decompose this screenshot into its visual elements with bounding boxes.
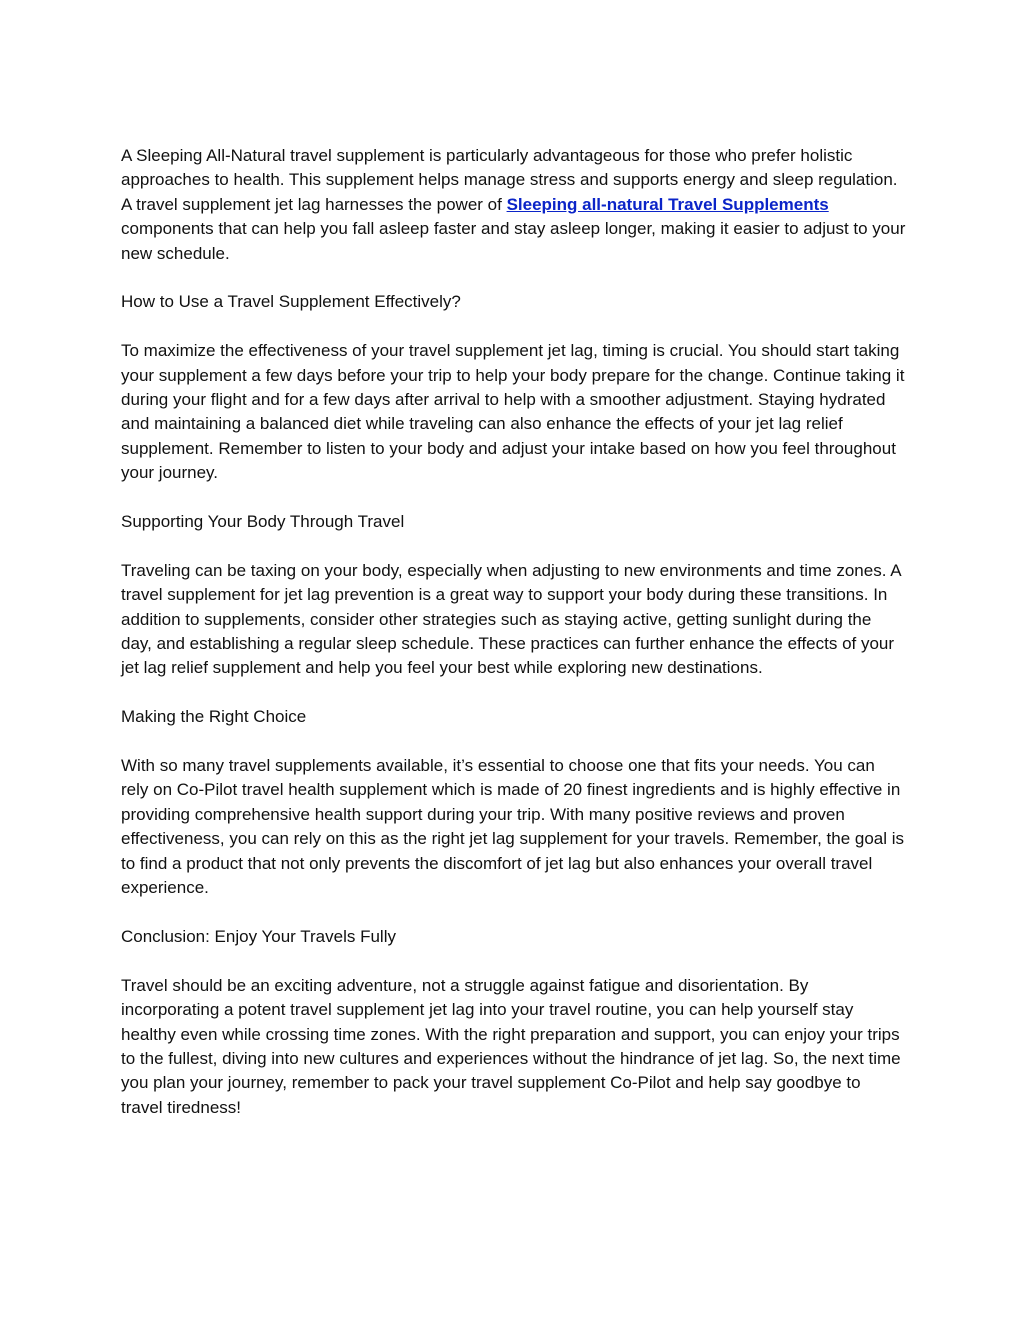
intro-paragraph (121, 144, 906, 266)
section-heading-supporting-body: Supporting Your Body Through Travel (121, 512, 405, 532)
section-body-conclusion: Travel should be an exciting adventure, not a struggle against fatigue and disorientation. By incorporating a potent travel supplement jet lag into your travel routine, you can help yourself stay healthy even while crossing time zones. With the right preparation and support, you can enjoy your trips to the fullest, diving into new cultures and experiences without the hindrance of jet lag. So, the next time you plan your journey, remember to pack your travel supplement Co-Pilot and help say goodbye to travel tiredness! (121, 975, 901, 1117)
section-heading-conclusion: Conclusion: Enjoy Your Travels Fully (121, 926, 396, 946)
sleeping-supplements-link[interactable]: Sleeping all-natural Travel Supplements (506, 194, 829, 214)
section-body-right-choice: With so many travel supplements available, it’s essential to choose one that fits your needs. You can rely on Co-Pilot travel health supplement which is made of 20 finest ingredients and is highly effective in providing comprehensive health support during your trip. With many positive reviews and proven effectiveness, you can rely on this as the right jet lag supplement for your travels. Remember, the goal is to find a product that not only prevents the discomfort of jet lag but also enhances your overall travel experience. (121, 756, 905, 898)
section-heading-right-choice: Making the Right Choice (121, 707, 307, 727)
section-body-supporting-body: Traveling can be taxing on your body, especially when adjusting to new environments and time zones. A travel supplement for jet lag prevention is a great way to support your body during these transitions. In addition to supplements, consider other strategies such as staying active, getting sunlight during the day, and establishing a regular sleep schedule. These practices can further enhance the effects of your jet lag relief supplement and help you feel your best while exploring new destinations. (121, 560, 901, 678)
section-heading-how-to-use: How to Use a Travel Supplement Effectively? (121, 292, 461, 312)
document-page (121, 144, 906, 1145)
intro-text-before-link: A Sleeping All-Natural travel supplement is particularly advantageous for those who prefer holistic approaches to health. This supplement helps manage stress and supports energy and sleep regulation. A travel supplement jet lag harnesses the power of (121, 146, 898, 214)
intro-text-after-link: components that can help you fall asleep faster and stay asleep longer, making it easier to adjust to your new schedule. (121, 219, 906, 263)
section-body-how-to-use: To maximize the effectiveness of your travel supplement jet lag, timing is crucial. You should start taking your supplement a few days before your trip to help your body prepare for the change. Continue taking it during your flight and for a few days after arrival to help with a smoother adjustment. Staying hydrated and maintaining a balanced diet while traveling can also enhance the effects of your jet lag relief supplement. Remember to listen to your body and adjust your intake based on how you feel throughout your journey. (121, 341, 905, 483)
